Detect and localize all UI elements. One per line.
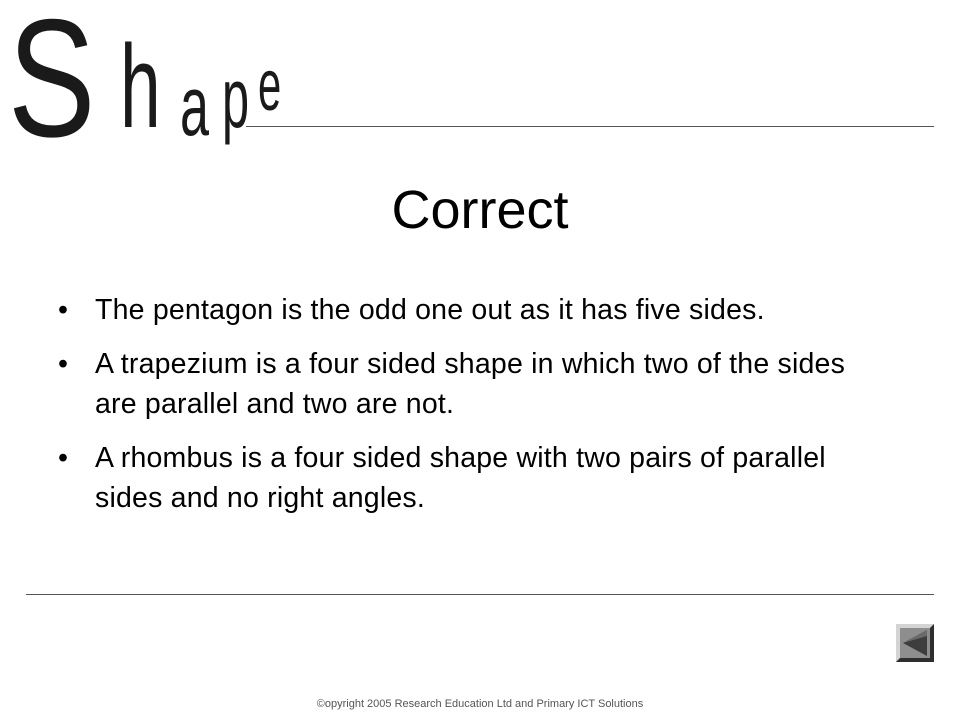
header-divider: [246, 126, 934, 127]
bullet-marker: •: [58, 348, 69, 380]
logo-letter-a: a: [180, 59, 209, 153]
footer-divider: [26, 594, 934, 595]
bullet-text: The pentagon is the odd one out as it has five sides.: [95, 294, 765, 326]
slide-title: Correct: [391, 180, 569, 240]
copyright-footer: ©opyright 2005 Research Education Ltd and Primary ICT Solutions: [316, 698, 644, 710]
logo-letter-e: e: [258, 46, 282, 126]
bullet-item: [58, 438, 878, 518]
bullet-marker: •: [58, 442, 69, 474]
back-button[interactable]: [896, 624, 934, 662]
bullet-text: A rhombus is a four sided shape with two pairs of parallel sides and no right angles.: [95, 442, 826, 514]
shape-logo: [8, 0, 308, 172]
back-triangle-icon: [896, 624, 934, 662]
bullet-marker: •: [58, 294, 69, 326]
logo-letter-p: p: [222, 51, 250, 145]
bullet-item: [58, 290, 878, 330]
bullet-text: A trapezium is a four sided shape in which two of the sides are parallel and two are not.: [95, 348, 846, 420]
logo-letter-h: h: [120, 21, 161, 153]
bullet-item: [58, 344, 878, 424]
bullet-list: [58, 290, 878, 532]
logo-letter-s: S: [8, 0, 96, 172]
